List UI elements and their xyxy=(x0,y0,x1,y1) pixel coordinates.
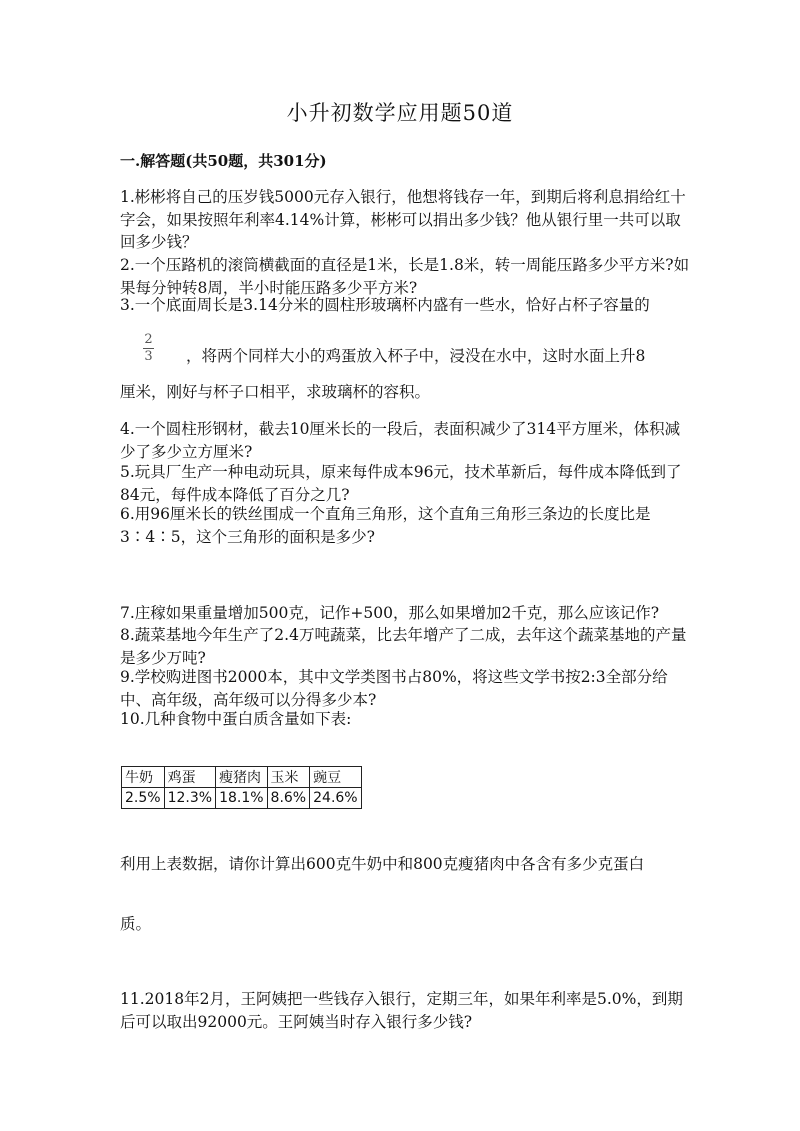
fraction-two-thirds xyxy=(143,333,154,364)
table-cell: 12.3% xyxy=(164,788,215,809)
question-text: 8.蔬菜基地今年生产了2.4万吨蔬菜，比去年增产了二成，去年这个蔬菜基地的产量是多少万吨? xyxy=(120,626,687,667)
question-10-prompt xyxy=(120,853,690,876)
question-1 xyxy=(120,186,690,254)
question-text: 6.用96厘米长的铁丝围成一个直角三角形，这个直角三角形三条边的长度比是3∶4∶5，这个三角形的面积是多少? xyxy=(120,505,651,546)
question-3-continued: ，将两个同样大小的鸡蛋放入杯子中，浸没在水中，这时水面上升8 xyxy=(186,347,646,365)
question-7 xyxy=(120,602,700,625)
table-header-cell: 牛奶 xyxy=(122,767,165,788)
table-cell: 24.6% xyxy=(310,788,361,809)
table-row xyxy=(122,788,362,809)
question-text: 质。 xyxy=(120,915,152,933)
question-text: 厘米，刚好与杯子口相平，求玻璃杯的容积。 xyxy=(120,383,431,401)
table-header-cell: 玉米 xyxy=(267,767,310,788)
table-header-cell: 豌豆 xyxy=(310,767,361,788)
question-11 xyxy=(120,988,690,1033)
table-header-row xyxy=(122,767,362,788)
table-cell: 8.6% xyxy=(267,788,310,809)
table-cell: 2.5% xyxy=(122,788,165,809)
question-text: 4.一个圆柱形钢材，截去10厘米长的一段后，表面积减少了314平方厘米，体积减少了多少立方厘米? xyxy=(120,420,681,461)
question-3-end xyxy=(120,381,690,404)
question-text: 11.2018年2月，王阿姨把一些钱存入银行，定期三年，如果年利率是5.0%，到期后可以取出92000元。王阿姨当时存入银行多少钱? xyxy=(120,990,683,1031)
question-3 xyxy=(120,294,690,317)
question-10 xyxy=(120,708,690,731)
question-9 xyxy=(120,666,690,711)
question-4 xyxy=(120,418,690,463)
table-header-cell: 鸡蛋 xyxy=(164,767,215,788)
table-cell: 18.1% xyxy=(216,788,267,809)
page-title: 小升初数学应用题50道 xyxy=(286,101,514,125)
question-text: 利用上表数据，请你计算出600克牛奶中和800克瘦猪肉中各含有多少克蛋白 xyxy=(120,855,645,873)
section-heading: 一.解答题(共50题，共301分) xyxy=(120,152,327,170)
question-text: 1.彬彬将自己的压岁钱5000元存入银行，他想将钱存一年，到期后将利息捐给红十字会，如果按照年利率4.14%计算，彬彬可以捐出多少钱？他从银行里一共可以取回多少钱？ xyxy=(120,188,686,251)
question-text: 2.一个压路机的滚筒横截面的直径是1米，长是1.8米，转一周能压路多少平方米?如果每分钟转8周，半小时能压路多少平方米? xyxy=(120,256,690,297)
question-text: 3.一个底面周长是3.14分米的圆柱形玻璃杯内盛有一些水，恰好占杯子容量的 xyxy=(120,296,650,314)
question-text: 5.玩具厂生产一种电动玩具，原来每件成本96元，技术革新后，每件成本降低到了84元，每件成本降低了百分之几? xyxy=(120,463,682,504)
question-5 xyxy=(120,461,690,506)
question-10-prompt-end xyxy=(120,913,690,936)
question-6 xyxy=(120,503,690,548)
question-8 xyxy=(120,624,690,669)
question-text: 9.学校购进图书2000本，其中文学类图书占80%，将这些文学书按2:3全部分给中、高年级，高年级可以分得多少本? xyxy=(120,668,668,709)
question-text: 7.庄稼如果重量增加500克，记作+500，那么如果增加2千克，那么应该记作? xyxy=(120,604,660,622)
protein-table xyxy=(121,766,362,809)
question-2 xyxy=(120,254,690,299)
fraction-denominator: 3 xyxy=(144,349,153,364)
table-header-cell: 瘦猪肉 xyxy=(216,767,267,788)
question-text: 10.几种食物中蛋白质含量如下表: xyxy=(120,710,352,728)
fraction-numerator: 2 xyxy=(144,332,153,347)
